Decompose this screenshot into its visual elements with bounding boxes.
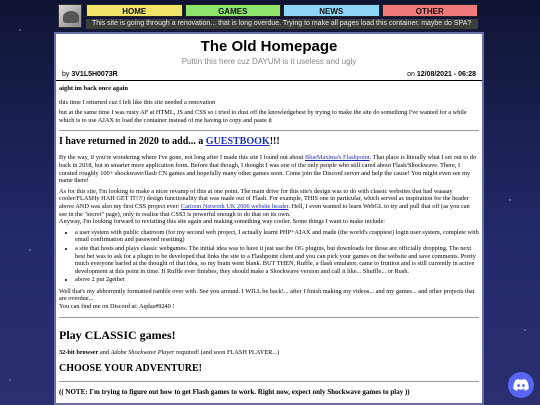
post-paragraph: Anyway, I'm looking forward to revisiting this site again and making something way cooler. Some things I want to make include: [59,218,386,226]
flashpoint-link[interactable]: BlueMaxima's Flashpoint [304,154,370,162]
author-name: 3V1L5H0073R [71,71,118,78]
text-span: As for this site, I'm looking to make a nicer revamp of this at one point. The main drive for this site's design was to do with classic websites that had waaaay cooler/FLASHy HAH GET IT!?!) design functionality that was made out of Flash. For example, THIS one in particular, which served as inspiration for the header above AND was also my first CSS project ever: [59,187,469,210]
nav-news[interactable]: NEWS [283,4,380,17]
divider [59,381,479,382]
nav-other[interactable]: OTHER [382,4,479,17]
divider [59,317,479,318]
guestbook-suffix: !!! [269,136,280,148]
post-paragraph [59,188,479,218]
requirements [59,349,479,357]
page-title: The Old Homepage [200,38,338,55]
text-span: required! (and soon FLASH PLAYER...) [174,348,280,356]
discord-contact: You can find me on Discord at: Aqdas#9240 ! [59,303,175,311]
guestbook-link[interactable]: GUESTBOOK [205,136,270,148]
post-paragraph: Well that's my abhorrently formatted ramble over with. See you around. I WILL be back!... after I finish making my videos... and my games... and other projects that are overdue... [59,287,475,303]
requirement-browser: 32-bit browser [59,348,99,356]
list-item: • above 2 put 2gether [75,276,479,284]
date-line [407,70,476,80]
post-heading: aight im back once again [59,85,128,92]
list-item: • a user system with public chatroom (for my second web project, I actually learnt PHP+AJAX and made (the world's crappiest) login user system, complete with email confirmation and password resetting) [75,229,479,244]
text-span: . That place is literally what I set out to do back in 2018, but in smarter more application form. Before that though, I thought I was one of the only people who still cared about Flash/Shockwave. There, I curated roughly 100+ shockwave/flash CN games and hopefully many other games soon. Come join the Discord server and help the cause! You might even see my name there! [59,154,477,185]
nav-games[interactable]: GAMES [185,4,282,17]
content-window [54,32,484,405]
cartoon-network-link[interactable]: Cartoon Network UK 2006 website header [180,202,289,210]
post-paragraph: this time I returned cuz I felt like this site needed a renovation [59,98,216,106]
author-label: by [62,71,70,78]
post-meta [56,67,482,81]
text-span: and [98,348,111,356]
page-subtitle: Puttin this here cuz DAYUM is it useless and ugly [181,57,357,66]
post-paragraph [59,154,479,184]
top-nav [86,4,478,17]
site-logo-icon [58,4,82,28]
post-body [56,81,482,399]
choose-heading: CHOOSE YOUR ADVENTURE! [59,363,202,375]
text-span: By the way, if you're wondering where I've gone, not long after I made this site I found out about [59,154,305,162]
wishlist [75,229,479,284]
divider [59,130,479,131]
text-span: . Hell, I even wanted to learn WebGL to try and pull that off (as you can see in the "secret" page), only to realise that CSS3 is powerful enough to do that on its own. [59,202,470,218]
discord-icon [513,379,529,391]
author-line [62,70,118,80]
date-label: on [407,71,415,78]
guestbook-prefix: I have returned in 2020 to add... a [59,136,206,148]
requirement-shockwave: Adobe Shockwave Player [110,348,175,356]
play-heading: Play CLASSIC games! [59,327,176,342]
list-item: • a site that hosts and plays classic webgames. The initial idea was to have it just use the OG plugins, but downloads for those are officially dropping. The next best bet was to ask for a plugin to be developed that links the site to a Flashpoint client and you can pick your games on the website and save comments. Pretty much everyone barfed at the thought of that idea, so my brain went blank. BUT THEN, Ruffle, a flash emulator, came to fruition and is still currently in active development at this point in time. If Ruffle ever finishes, they should make a Shockwave version and call it like... Shuffle... or Rush. [75,245,479,275]
post-paragraph: but at the same time I was rusty AF at HTML, JS and CSS so i tried to dust off the knowledgebest by trying to make the site do something I've wanted for a while which is to use AJAX to load the container instead of me having to copy and paste it [59,109,467,124]
post-date: 12/08/2021 - 06:28 [416,71,476,78]
discord-button[interactable] [508,372,534,398]
flash-note: (( NOTE: I'm trying to figure out how to get Flash games to work. Right now, expect only Shockwave games to play )) [59,388,410,397]
nav-home[interactable]: HOME [86,4,183,17]
announcement-marquee: This site is going through a renovation... that is long overdue. Trying to make all pages load this container. maybe do SPA? [86,19,478,29]
guestbook-heading [59,135,479,148]
